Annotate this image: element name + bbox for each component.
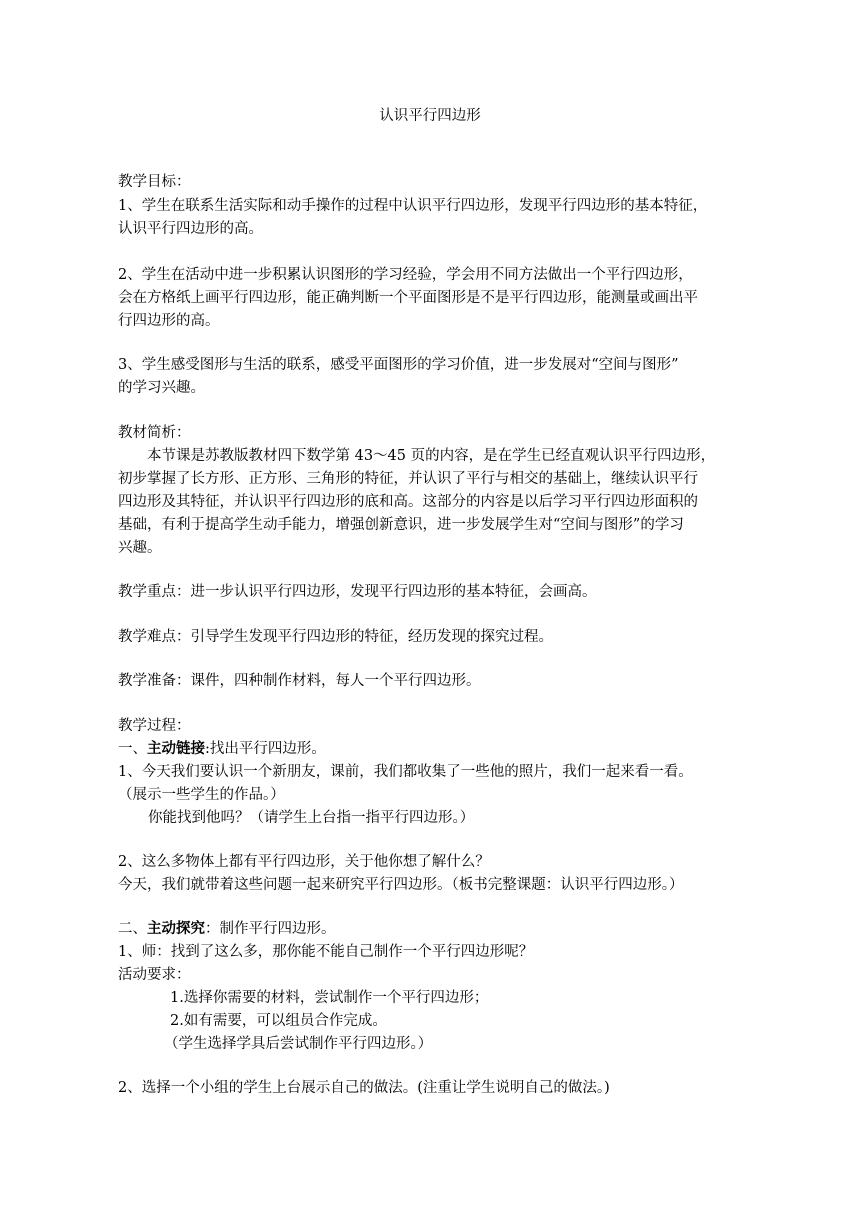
key-point: 教学重点：进一步认识平行四边形，发现平行四边形的基本特征，会画高。 (118, 584, 597, 600)
objective-1-line-1: 1、学生在联系生活实际和动手操作的过程中认识平行四边形，发现平行四边形的基本特征， (118, 198, 708, 214)
part-1-heading (118, 737, 738, 761)
analysis-line-4: 基础，有利于提高学生动手能力，增强创新意识，进一步发展学生对“空间与图形”的学习 (118, 517, 684, 533)
analysis-heading: 教材简析： (118, 425, 191, 441)
objective-3-line-2: 的学习兴趣。 (118, 380, 205, 396)
objectives-heading: 教学目标： (118, 174, 191, 190)
objective-1-line-2: 认识平行四边形的高。 (118, 221, 263, 237)
part-1-line-5: 今天，我们就带着这些问题一起来研究平行四边形。（板书完整课题：认识平行四边形。） (118, 877, 684, 893)
analysis-line-2: 初步掌握了长方形、正方形、三角形的特征，并认识了平行与相交的基础上，继续认识平行 (118, 471, 698, 487)
part-2-line-6: 2、选择一个小组的学生上台展示自己的做法。(注重让学生说明自己的做法。) (118, 1080, 610, 1096)
analysis-line-1: 本节课是苏教版教材四下数学第 43～45 页的内容，是在学生已经直观认识平行四边形， (147, 448, 716, 464)
part-1-line-2: （展示一些学生的作品。） (118, 787, 285, 803)
part-1-subtitle: :找出平行四边形。 (205, 741, 326, 757)
part-2-line-3: 1.选择你需要的材料，尝试制作一个平行四边形； (170, 990, 489, 1006)
part-2-subtitle: ：制作平行四边形。 (205, 921, 336, 937)
analysis-line-3: 四边形及其特征，并认识平行四边形的底和高。这部分的内容是以后学习平行四边形面积的 (118, 494, 698, 510)
preparation: 教学准备：课件，四种制作材料，每人一个平行四边形。 (118, 673, 481, 689)
part-1-line-1: 1、今天我们要认识一个新朋友，课前，我们都收集了一些他的照片，我们一起来看一看。 (118, 764, 693, 780)
part-1-line-4: 2、这么多物体上都有平行四边形，关于他你想了解什么？ (118, 854, 490, 870)
part-1-bold-title: 主动链接 (147, 740, 205, 757)
part-2-line-4: 2.如有需要，可以组员合作完成。 (170, 1013, 387, 1029)
objective-2-line-3: 行四边形的高。 (118, 313, 220, 329)
objective-2-line-2: 会在方格纸上画平行四边形，能正确判断一个平面图形是不是平行四边形，能测量或画出平 (118, 290, 698, 306)
objective-2-line-1: 2、学生在活动中进一步积累认识图形的学习经验，学会用不同方法做出一个平行四边形， (118, 267, 693, 283)
part-2-line-5: （学生选择学具后尝试制作平行四边形。） (164, 1036, 433, 1052)
part-2-line-1: 1、师：找到了这么多，那你能不能自己制作一个平行四边形呢？ (118, 944, 534, 960)
part-2-line-2: 活动要求： (118, 967, 191, 983)
difficulty: 教学难点：引导学生发现平行四边形的特征，经历发现的探究过程。 (118, 629, 553, 645)
process-heading: 教学过程： (118, 718, 191, 734)
part-1-number: 一、 (118, 741, 147, 757)
part-1-line-3: 你能找到他吗？（请学生上台指一指平行四边形。） (148, 810, 475, 826)
part-2-number: 二、 (118, 921, 147, 937)
analysis-line-5: 兴趣。 (118, 540, 162, 556)
objective-3-line-1: 3、学生感受图形与生活的联系，感受平面图形的学习价值，进一步发展对“空间与图形” (118, 357, 679, 373)
part-2-heading (118, 917, 738, 941)
part-2-bold-title: 主动探究 (147, 920, 205, 937)
document-title: 认识平行四边形 (379, 108, 481, 124)
